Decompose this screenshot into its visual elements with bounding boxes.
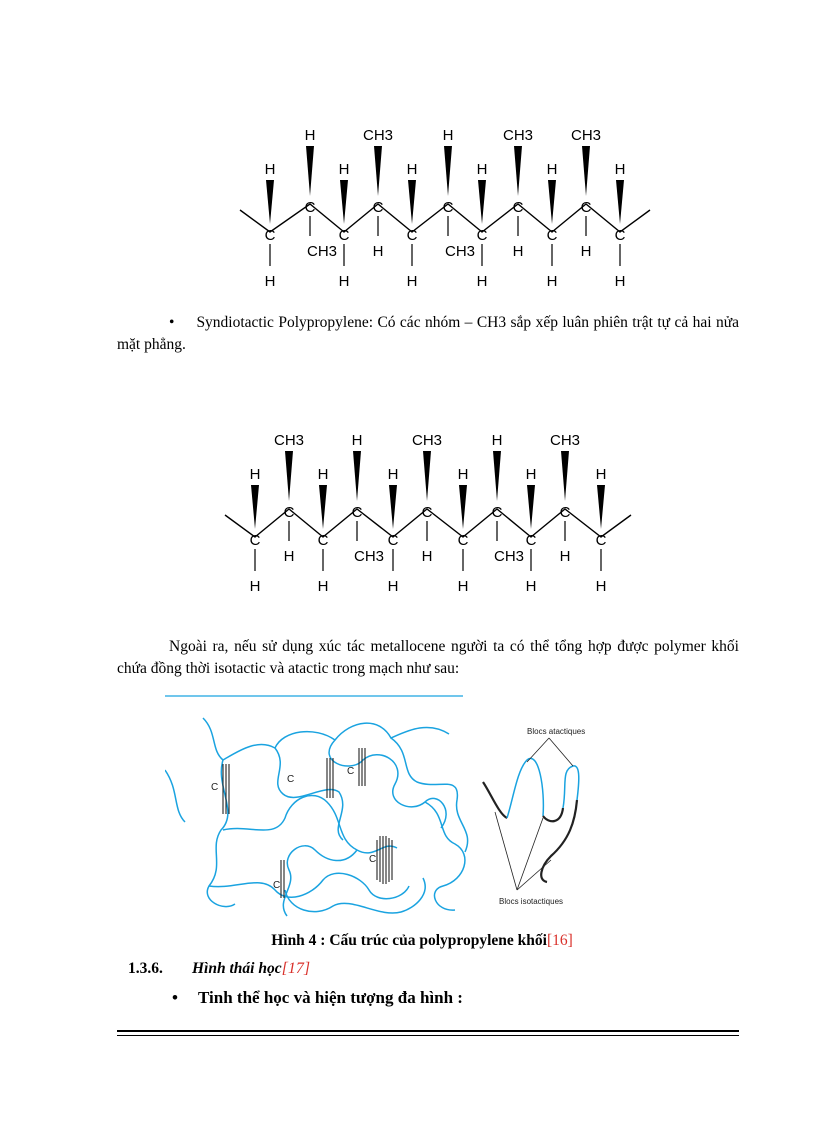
bottom-h: H [525, 578, 537, 595]
bottom-h: H [476, 273, 488, 290]
top-label: CH3 [570, 127, 602, 144]
top-label: CH3 [549, 432, 581, 449]
carbon-atom: C [351, 504, 363, 521]
upper-h: H [546, 161, 558, 178]
top-label: CH3 [362, 127, 394, 144]
lower-label: H [512, 243, 524, 260]
upper-h: H [614, 161, 626, 178]
upper-h: H [476, 161, 488, 178]
paragraph-text: Syndiotactic Polypropylene: Có các nhóm – CH3 sắp xếp luân phiên trật tự cả hai nửa mặt phẳng. [117, 314, 739, 353]
crystallography-heading [172, 988, 463, 1008]
crystal-label: C [369, 854, 377, 865]
carbon-atom: C [442, 199, 454, 216]
section-heading [128, 960, 310, 978]
polymer-chains [165, 718, 468, 916]
bottom-h: H [387, 578, 399, 595]
lower-label: H [421, 548, 433, 565]
upper-h: H [264, 161, 276, 178]
syndiotactic-paragraph [117, 312, 739, 356]
atactic-blocks-label: Blocs atactiques [527, 727, 586, 736]
section-reference: [17] [281, 960, 311, 977]
polymer-structure-1 [230, 120, 670, 300]
bottom-h: H [249, 578, 261, 595]
lower-label: CH3 [353, 548, 385, 565]
carbon-atom: C [580, 199, 592, 216]
carbon-atom: C [372, 199, 384, 216]
top-label: H [442, 127, 454, 144]
carbon-atom: C [559, 504, 571, 521]
caption-text: Hình 4 : Cấu trúc của polypropylene khối [271, 932, 547, 949]
upper-h: H [338, 161, 350, 178]
crystal-lamellae [223, 748, 392, 898]
bottom-h: H [317, 578, 329, 595]
carbon-atom: C [421, 504, 433, 521]
isotactic-blocks-label: Blocs isotactiques [499, 897, 564, 906]
top-label: H [491, 432, 503, 449]
polymer-structure-2 [215, 425, 655, 605]
crystal-label: C [287, 774, 295, 785]
figure-caption [0, 932, 816, 950]
carbon-atom: C [614, 227, 626, 244]
carbon-atom: C [387, 532, 399, 549]
block-chain-diagram [483, 738, 579, 890]
section-title: Hình thái học [192, 960, 282, 977]
footer-rule [117, 1030, 739, 1036]
bottom-h: H [595, 578, 607, 595]
carbon-atom: C [249, 532, 261, 549]
bottom-h: H [457, 578, 469, 595]
lower-label: H [283, 548, 295, 565]
upper-h: H [525, 466, 537, 483]
caption-reference: [16] [546, 932, 573, 949]
carbon-atom: C [317, 532, 329, 549]
crystal-label: C [273, 880, 281, 891]
bullet-heading-text: Tinh thể học và hiện tượng đa hình : [198, 988, 463, 1007]
carbon-atom: C [264, 227, 276, 244]
bottom-h: H [546, 273, 558, 290]
bottom-h: H [406, 273, 418, 290]
lower-label: H [580, 243, 592, 260]
carbon-atom: C [304, 199, 316, 216]
block-polymer-figure [165, 690, 625, 935]
upper-h: H [249, 466, 261, 483]
bottom-h: H [614, 273, 626, 290]
top-label: H [351, 432, 363, 449]
bottom-h: H [264, 273, 276, 290]
upper-h: H [595, 466, 607, 483]
section-number: 1.3.6. [128, 960, 163, 977]
upper-h: H [387, 466, 399, 483]
upper-h: H [317, 466, 329, 483]
carbon-atom: C [491, 504, 503, 521]
carbon-atom: C [512, 199, 524, 216]
carbon-atom: C [283, 504, 295, 521]
metallocene-paragraph: Ngoài ra, nếu sử dụng xúc tác metallocene người ta có thể tổng hợp được polymer khối chứa đồng thời isotactic và atactic trong mạch như sau: [117, 638, 739, 677]
crystal-label: C [211, 782, 219, 793]
lower-label: CH3 [306, 243, 338, 260]
top-label: CH3 [273, 432, 305, 449]
bullet-marker: • [172, 988, 178, 1007]
carbon-atom: C [406, 227, 418, 244]
bottom-h: H [338, 273, 350, 290]
lower-label: H [372, 243, 384, 260]
carbon-atom: C [457, 532, 469, 549]
upper-h: H [457, 466, 469, 483]
carbon-atom: C [525, 532, 537, 549]
lower-label: CH3 [444, 243, 476, 260]
carbon-atom: C [546, 227, 558, 244]
lower-label: H [559, 548, 571, 565]
top-label: CH3 [411, 432, 443, 449]
top-label: CH3 [502, 127, 534, 144]
carbon-atom: C [595, 532, 607, 549]
crystal-label: C [347, 766, 355, 777]
top-label: H [304, 127, 316, 144]
carbon-atom: C [476, 227, 488, 244]
upper-h: H [406, 161, 418, 178]
carbon-atom: C [338, 227, 350, 244]
bullet-marker: • [169, 314, 175, 331]
lower-label: CH3 [493, 548, 525, 565]
